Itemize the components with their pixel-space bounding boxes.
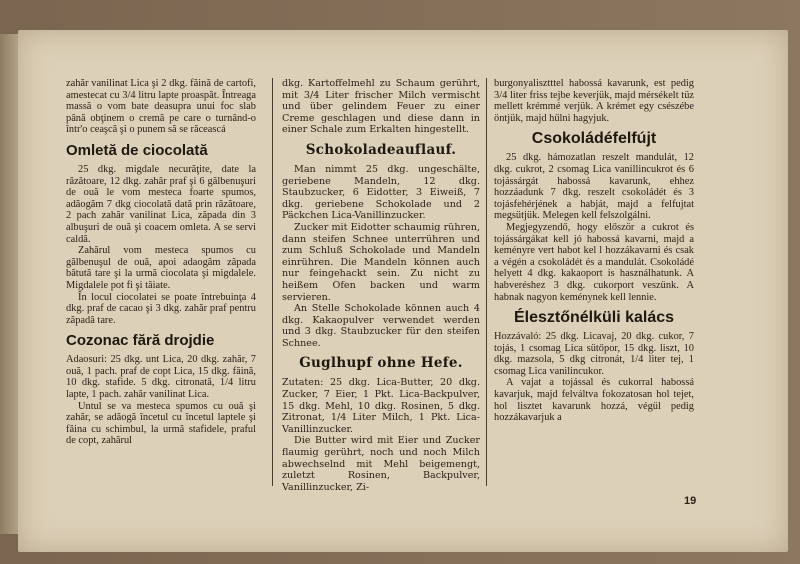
left-recipe-2-ingredients: Adaosuri: 25 dkg. unt Lica, 20 dkg. zahăr, 7 ouă, 1 pach. praf de copt Lica, 15 dkg. făină, 10 dkg. stafide. 5 dkg. citronată, 1/4 litru lapte, 1 pach. zahăr vanilinat Lica. <box>66 354 256 401</box>
middle-intro-text: dkg. Kartoffelmehl zu Schaum gerührt, mit 3/4 Liter frischer Milch vermischt und über gelindem Feuer zu einer Creme geschlagen und diese dann in einer Schale zum Erkalten hingestellt. <box>282 78 480 136</box>
middle-recipe-1-para-2: Zucker mit Eidotter schaumig rühren, dann steifen Schnee unterrühren und zum Schluß Schokolade und Mandeln einrühren. Die Mandeln können auch nur feingehackt sein. Zu nicht zu heißem Ofen backen und warm servieren. <box>282 221 480 303</box>
left-recipe-2-method: Untul se va mesteca spumos cu ouă şi zahăr, se adăogă încetul cu încetul laptele şi făina cu schimbul, la urmă stafidele, praful de copt, zahărul <box>66 400 256 447</box>
left-recipe-1-para-2: Zahărul vom mesteca spumos cu gălbenuşul de ouă, apoi adaogăm zăpada bătută tare şi la urmă ciocolata şi migdalele. Migdalele pot fi şi tăiate. <box>66 245 256 291</box>
middle-recipe-2-method: Die Butter wird mit Eier und Zucker flaumig gerührt, noch und noch Milch abwechselnd mit Mehl beigemengt, zuletzt Rosinen, Backpulver, Vanillinzucker, Zi- <box>282 435 480 493</box>
middle-column-german <box>282 78 480 493</box>
middle-recipe-title-2: Guglhupf ohne Hefe. <box>299 355 463 372</box>
middle-recipe-2-ingredients: Zutaten: 25 dkg. Lica-Butter, 20 dkg. Zucker, 7 Eier, 1 Pkt. Lica-Backpulver, 15 dkg. Mehl, 10 dkg. Rosinen, 5 dkg. Zitronat, 1/4 Liter Milch, 1 Pkt. Lica-Vanillinzucker. <box>282 377 480 435</box>
right-recipe-1-para-2: Megjegyzendő, hogy először a cukrot és tojássárgákat kell jó habossá kavarni, majd a keményre vert habot kel l hozzákavarni és csak a végén a csokoládét és a mandulát. Csokoládé helyett 4 dkg. kakaoport is használhatunk. A habveréshez 3 dkg. cukorport veszünk. A habnak nagyon keménynek kell lennie. <box>494 221 694 303</box>
left-recipe-1-para-1: 25 dkg. migdale necurăţite, date la răzătoare, 12 dkg. zahăr praf şi 6 gălbenuşuri de ouă le vom mesteca foarte spumos, adăogăm 7 dkg ciocolată dată prin răzătoare, 2 pach zahăr vanilinat Lica, zăpada din 3 albuşuri de ouă şi coacem omleta. A se servi caldă. <box>66 163 256 245</box>
left-intro-text: zahăr vanilinat Lica şi 2 dkg. făină de cartofi, amestecat cu 3/4 litru lapte proaspăt. Întreaga massă o vom bate deasupra unui foc slab până obţinem o cremă pe care o turnând-o într'o ceaşcă şi o punem să se răceascá <box>66 78 256 136</box>
left-recipe-1-para-3: În locul ciocolatei se poate întrebuinţa 4 dkg. praf de cacao şi 3 dkg. zahăr praf pentru zăpadă tare. <box>66 291 256 326</box>
left-recipe-title-1: Omletă de ciocolată <box>66 141 208 159</box>
middle-recipe-title-1: Schokoladeauflauf. <box>305 141 457 158</box>
middle-recipe-1-para-3: An Stelle Schokolade können auch 4 dkg. Kakaopulver verwendet werden und 3 dkg. Staubzucker für den steifen Schnee. <box>282 303 480 349</box>
right-recipe-2-method: A vajat a tojással és cukorral habossá kavarjuk, majd felváltva fokozatosan hol tejet, hol lisztet kavarunk hozzá, végül pedig hozzákavarjuk a <box>494 377 694 424</box>
left-recipe-title-2: Cozonac fără drojdie <box>66 332 215 350</box>
page-number: 19 <box>684 495 697 507</box>
column-divider-left <box>272 78 273 486</box>
left-column-romanian <box>66 78 256 447</box>
right-recipe-2-ingredients: Hozzávaló: 25 dkg. Licavaj, 20 dkg. cukor, 7 tojás, 1 csomag Lica sütőpor, 15 dkg. liszt, 10 dkg. mazsola, 5 dkg citronát, 1/4 liter tej, 1 csomag Lica vanilincukor. <box>494 331 694 377</box>
right-intro-text: burgonyalisztttel habossá kavarunk, est pedig 3/4 liter friss tejbe keverjük, majd mérsékelt tüz mellett krémmé verjük. A krémet egy csészébe öntjük, majd hűlni hagyjuk. <box>494 78 694 124</box>
right-recipe-1-para-1: 25 dkg. hámozatlan reszelt mandulát, 12 dkg. cukrot, 2 csomag Lica vanillincukrot és 6 tojássárgát habossá kavarunk, ehhez hozzáadunk 7 dkg. reszelt csokoládét és 3 tojásfehérjének a habját, majd a felfujtat megsütjük. Melegen kell felszolgálni. <box>494 152 694 222</box>
right-column-hungarian <box>494 78 694 424</box>
column-divider-right <box>486 78 487 486</box>
right-recipe-title-1: Csokoládéfelfújt <box>531 130 657 148</box>
right-recipe-title-2: Élesztőnélküli kalács <box>513 309 675 327</box>
middle-recipe-1-para-1: Man nimmt 25 dkg. ungeschälte, geriebene Mandeln, 12 dkg. Staubzucker, 6 Eidotter, 3 Eiweiß, 7 dkg. geriebene Schokolade und 2 Päckchen Lica-Vanillinzucker. <box>282 163 480 222</box>
